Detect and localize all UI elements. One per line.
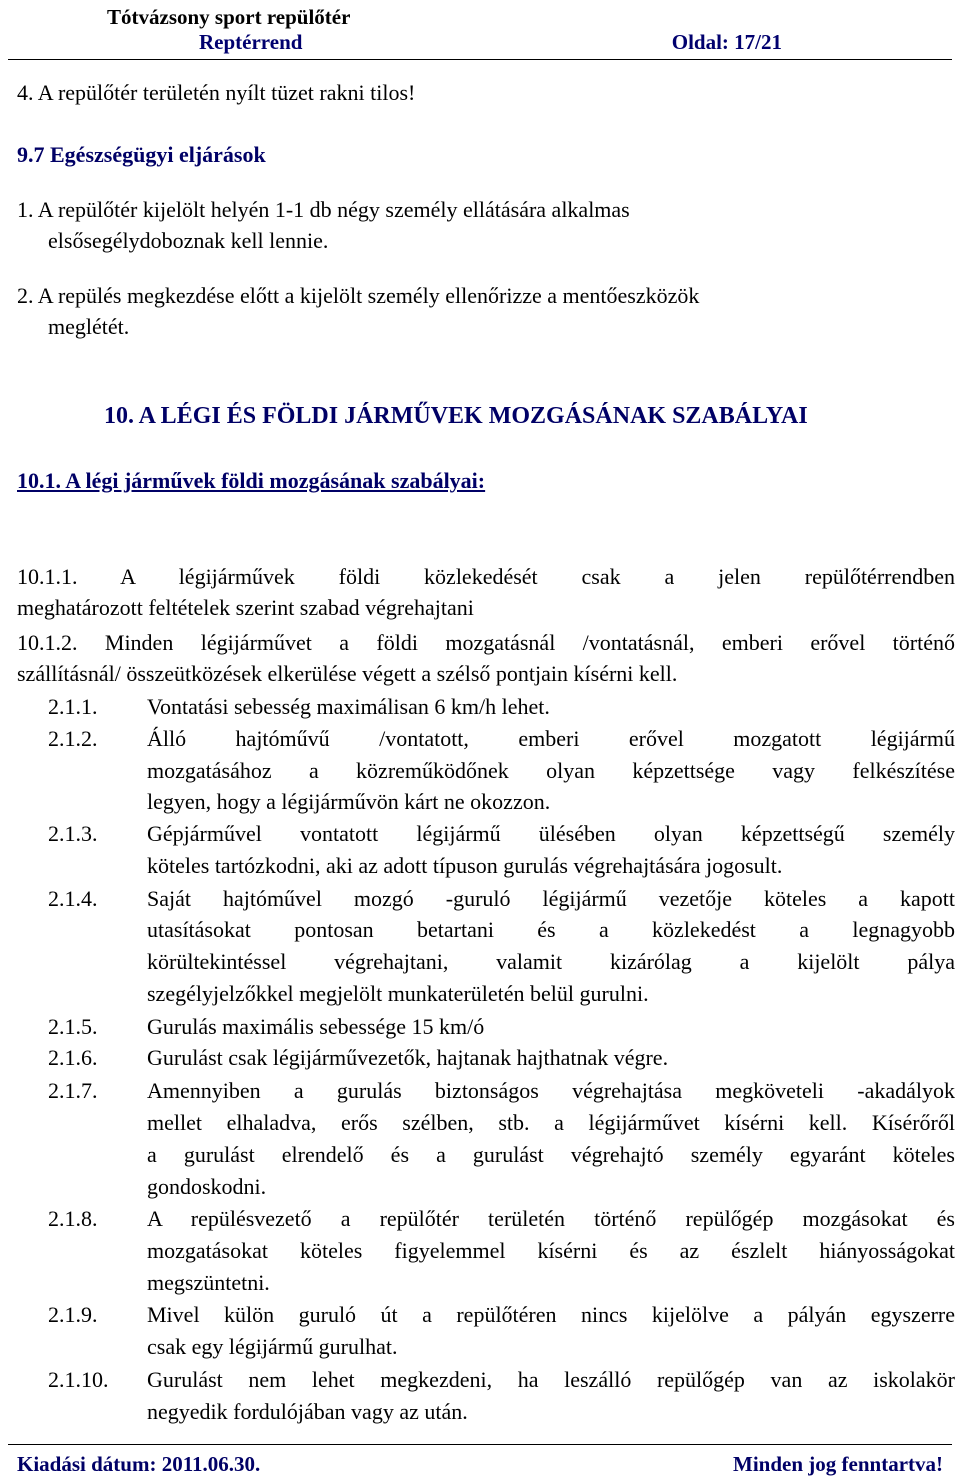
rule-text-line: megszüntetni. xyxy=(147,1270,270,1295)
section-10-heading: 10. A LÉGI ÉS FÖLDI JÁRMŰVEK MOZGÁSÁNAK SZABÁLYAI xyxy=(104,403,808,429)
rule-text-line: gondoskodni. xyxy=(147,1174,267,1199)
health-item-2-line2: meglétét. xyxy=(48,314,130,339)
rule-number: 2.1.10. xyxy=(48,1367,109,1392)
header-divider xyxy=(8,59,952,60)
rule-number: 2.1.4. xyxy=(48,886,98,911)
rule-text-line: csak egy légijármű gurulhat. xyxy=(147,1334,398,1359)
rule-number: 2.1.6. xyxy=(48,1045,98,1070)
rule-text-line: Gurulás maximális sebessége 15 km/ó xyxy=(147,1014,485,1039)
rule-text-line: Amennyiben a gurulás biztonságos végrehajtása megköveteli -akadályok xyxy=(147,1078,955,1103)
item-4: 4. A repülőtér területén nyílt tüzet rakni tilos! xyxy=(17,80,416,105)
rule-number: 2.1.7. xyxy=(48,1078,98,1103)
rule-text-line: mozgatásokat köteles figyelemmel kísérni és az észlelt hiányosságokat xyxy=(147,1238,955,1263)
rule-text-line: Vontatási sebesség maximálisan 6 km/h lehet. xyxy=(147,694,550,719)
para-10-1-1-line1: 10.1.1. A légijárművek földi közlekedését csak a jelen repülőtérrendben xyxy=(17,564,955,589)
rule-number: 2.1.9. xyxy=(48,1302,98,1327)
rule-number: 2.1.8. xyxy=(48,1206,98,1231)
health-item-1-line1: 1. A repülőtér kijelölt helyén 1-1 db négy személy ellátására alkalmas xyxy=(17,197,630,222)
para-10-1-1-line2: meghatározott feltételek szerint szabad végrehajtani xyxy=(17,595,474,620)
rule-text-line: Saját hajtóművel mozgó -guruló légijármű vezetője köteles a kapott xyxy=(147,886,955,911)
section-label: Reptérrend xyxy=(199,30,303,54)
rule-text-line: Álló hajtóművű /vontatott, emberi erővel mozgatott légijármű xyxy=(147,726,955,751)
rule-text-line: Gépjárművel vontatott légijármű ülésében olyan képzettségű személy xyxy=(147,821,955,846)
rule-text-line: negyedik fordulójában vagy az után. xyxy=(147,1399,468,1424)
rule-text-line: mellet elhaladva, erős szélben, stb. a légijárművet kísérni kell. Kísérőről xyxy=(147,1110,955,1135)
footer-divider xyxy=(8,1444,952,1445)
copyright-notice: Minden jog fenntartva! xyxy=(733,1452,943,1476)
rule-text-line: köteles tartózkodni, aki az adott típuson gurulás végrehajtására jogosult. xyxy=(147,853,783,878)
health-item-2-line1: 2. A repülés megkezdése előtt a kijelölt személy ellenőrizze a mentőeszközök xyxy=(17,283,700,308)
rule-text-line: Gurulást csak légijárművezetők, hajtanak hajthatnak végre. xyxy=(147,1045,669,1070)
health-item-1-line2: elsősegélydoboznak kell lennie. xyxy=(48,228,329,253)
section-10-1-heading: 10.1. A légi járművek földi mozgásának szabályai: xyxy=(17,468,486,493)
page-number: Oldal: 17/21 xyxy=(671,30,782,54)
rule-number: 2.1.3. xyxy=(48,821,98,846)
rule-text-line: utasításokat pontosan betartani és a közlekedést a legnagyobb xyxy=(147,917,955,942)
rule-text-line: szegélyjelzőkkel megjelölt munkaterületén belül gurulni. xyxy=(147,981,649,1006)
rule-text-line: körültekintéssel végrehajtani, valamit kizárólag a kijelölt pálya xyxy=(147,949,955,974)
rule-number: 2.1.1. xyxy=(48,694,98,719)
document-title: Tótvázsony sport repülőtér xyxy=(107,5,351,29)
rule-text-line: Mivel külön guruló út a repülőtéren nincs kijelölve a pályán egyszerre xyxy=(147,1302,955,1327)
rule-number: 2.1.2. xyxy=(48,726,98,751)
rule-text-line: mozgatásához a közreműködőnek olyan képzettsége vagy felkészítése xyxy=(147,758,955,783)
rule-text-line: A repülésvezető a repülőtér területén történő repülőgép mozgásokat és xyxy=(147,1206,955,1231)
issue-date: Kiadási dátum: 2011.06.30. xyxy=(17,1452,261,1476)
rule-text-line: a gurulást elrendelő és a gurulást végrehajtó személy egyaránt köteles xyxy=(147,1142,955,1167)
para-10-1-2-line2: szállításnál/ összeütközések elkerülése végett a szélső pontjain kísérni kell. xyxy=(17,661,678,686)
rule-text-line: legyen, hogy a légijárművön kárt ne okozzon. xyxy=(147,789,551,814)
rule-text-line: Gurulást nem lehet megkezdeni, ha leszálló repülőgép van az iskolakör xyxy=(147,1367,955,1392)
para-10-1-2-line1: 10.1.2. Minden légijárművet a földi mozgatásnál /vontatásnál, emberi erővel történő xyxy=(17,630,955,655)
rule-number: 2.1.5. xyxy=(48,1014,98,1039)
heading-9-7: 9.7 Egészségügyi eljárások xyxy=(17,142,266,167)
